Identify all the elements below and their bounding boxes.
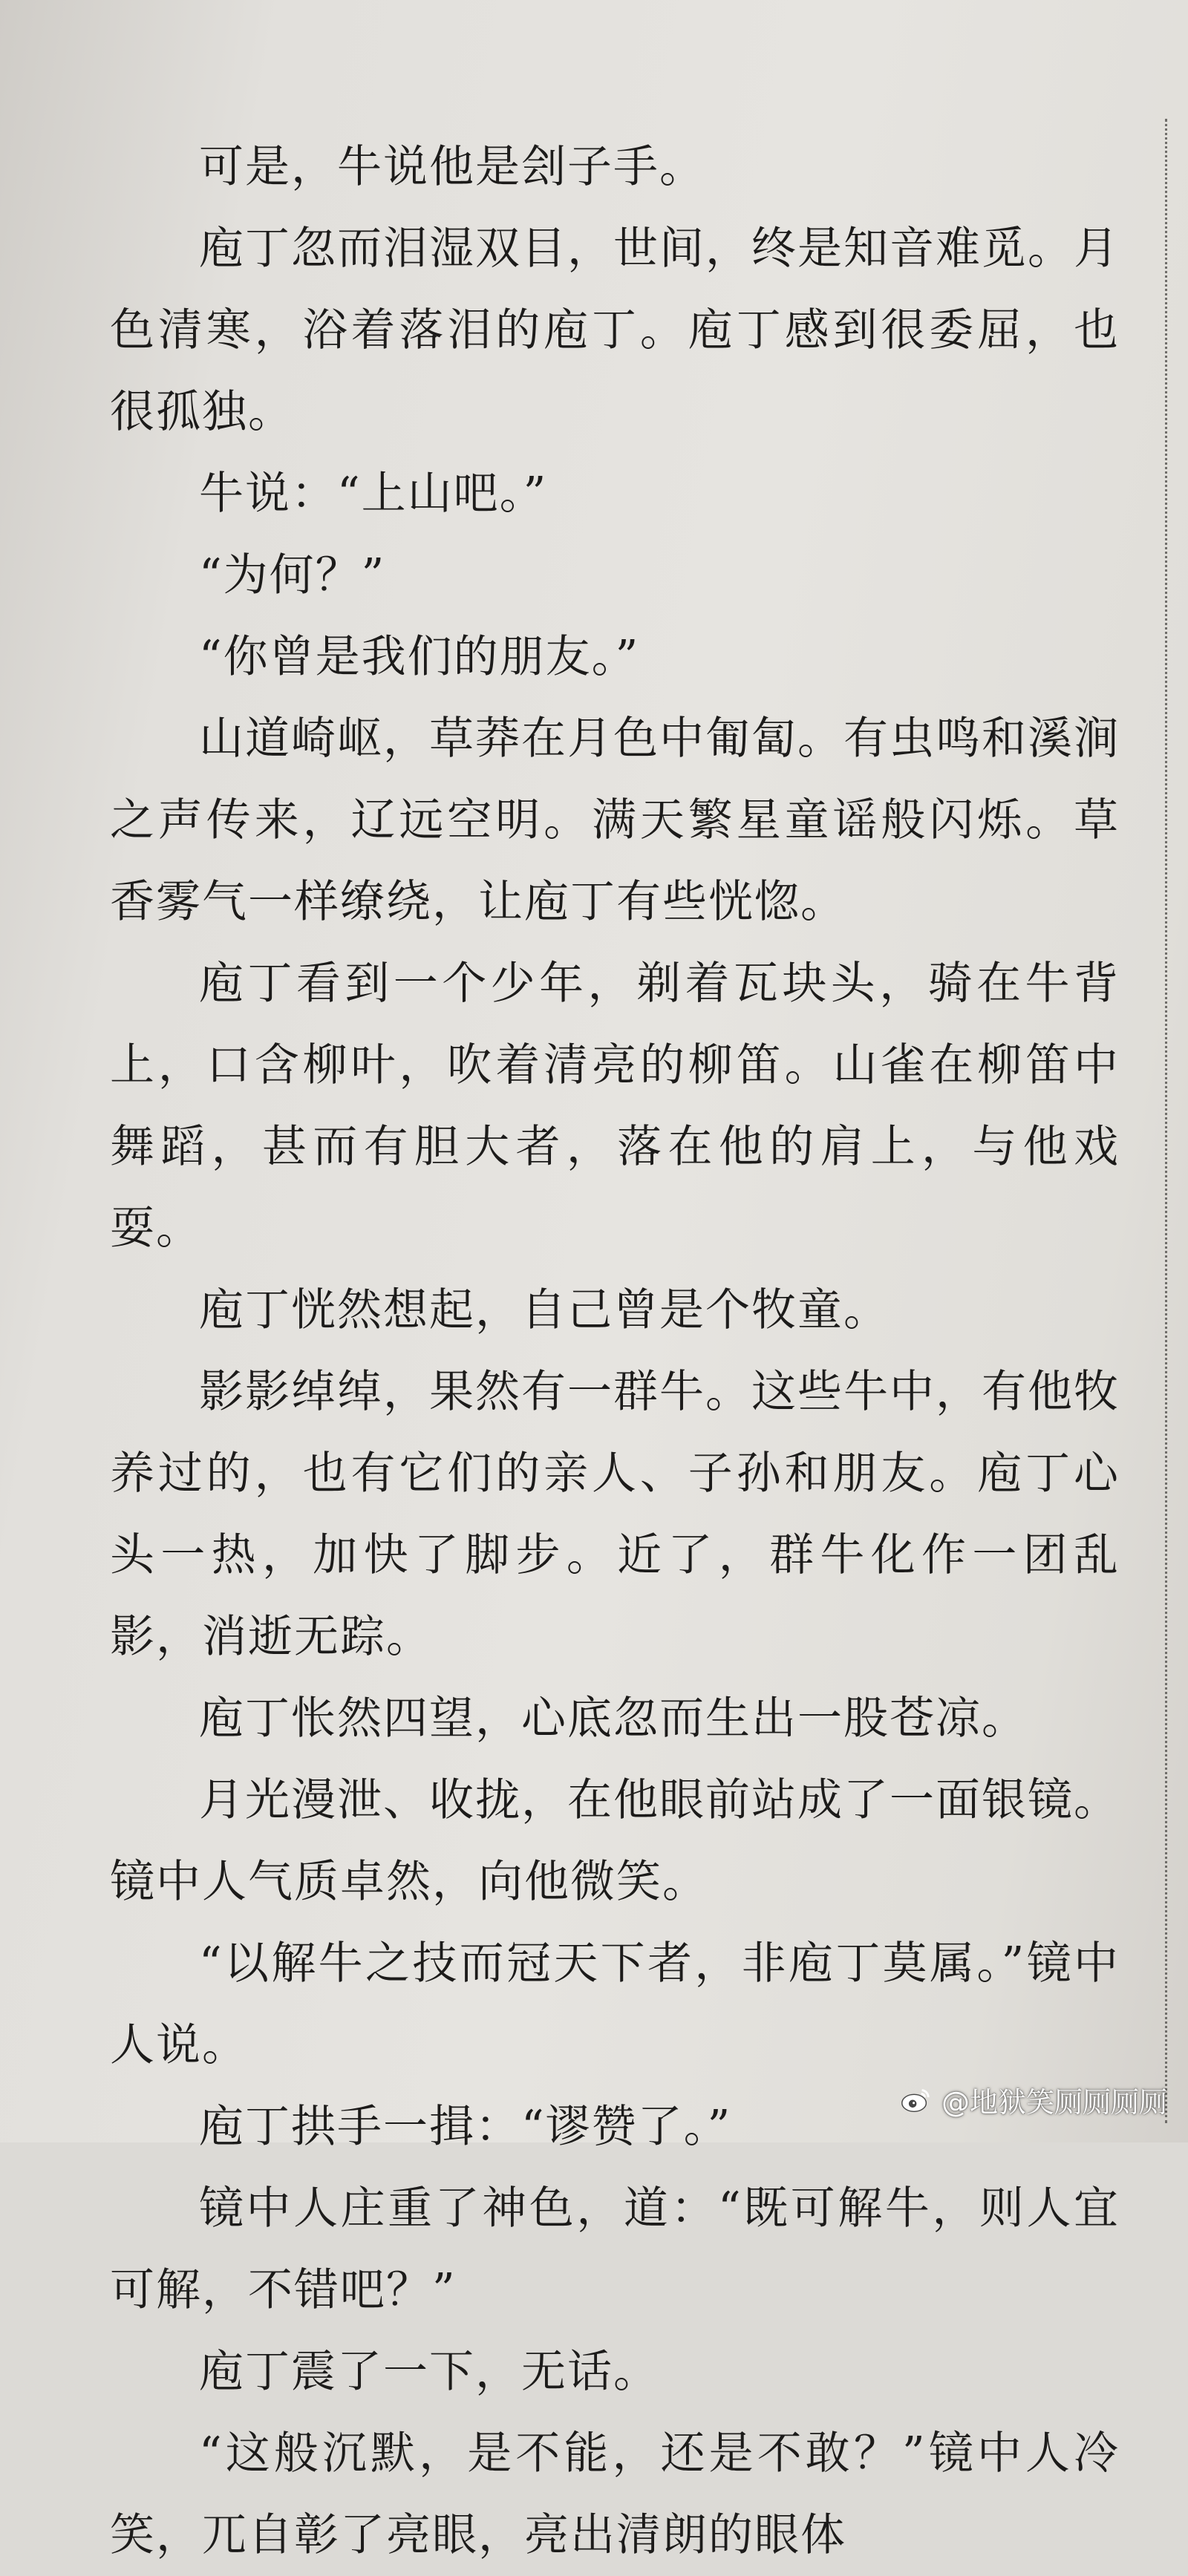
paragraph: 庖丁恍然想起，自己曾是个牧童。 bbox=[199, 1284, 890, 1336]
paragraph: 庖丁拱手一揖：“谬赞了。” bbox=[199, 2101, 732, 2153]
paragraph: 影影绰绰，果然有一群牛。这些牛中，有他牧养过的，也有它们的亲人、子孙和朋友。庖丁心头一热，加快了脚步。近了，群牛化作一团乱影，消逝无踪。 bbox=[110, 1366, 1120, 1663]
watermark bbox=[898, 2079, 1167, 2120]
paragraph: 镜中人庄重了神色，道：“既可解牛，则人宜可解，不错吧？” bbox=[110, 2183, 1120, 2316]
paragraph: “以解牛之技而冠天下者，非庖丁莫属。”镜中人说。 bbox=[110, 1938, 1120, 2071]
paragraph: 庖丁怅然四望，心底忽而生出一股苍凉。 bbox=[199, 1693, 1028, 1745]
body-text bbox=[110, 126, 1120, 2576]
paragraph: 可是，牛说他是刽子手。 bbox=[199, 141, 705, 193]
weibo-icon bbox=[898, 2083, 933, 2117]
watermark-text: @地狱笑厕厕厕厕 bbox=[941, 2086, 1167, 2119]
paragraph: “你曾是我们的朋友。” bbox=[199, 631, 640, 683]
paragraph: 庖丁看到一个少年，剃着瓦块头，骑在牛背上，口含柳叶，吹着清亮的柳笛。山雀在柳笛中舞蹈，甚而有胆大者，落在他的肩上，与他戏耍。 bbox=[110, 958, 1120, 1255]
paragraph: “这般沉默，是不能，还是不敢？”镜中人冷笑，兀自彰了亮眼，亮出清朗的眼体 bbox=[110, 2428, 1120, 2561]
paragraph: 庖丁震了一下，无话。 bbox=[199, 2346, 659, 2398]
paragraph: “为何？” bbox=[199, 549, 386, 601]
paragraph: 庖丁忽而泪湿双目，世间，终是知音难觅。月色清寒，浴着落泪的庖丁。庖丁感到很委屈，也很孤独。 bbox=[110, 223, 1120, 438]
margin-dotted-rule bbox=[1165, 119, 1167, 2123]
paragraph: 月光漫泄、收拢，在他眼前站成了一面银镜。镜中人气质卓然，向他微笑。 bbox=[110, 1774, 1120, 1908]
paragraph: 山道崎岖，草莽在月色中匍匐。有虫鸣和溪涧之声传来，辽远空明。满天繁星童谣般闪烁。草香雾气一样缭绕，让庖丁有些恍惚。 bbox=[110, 713, 1120, 928]
paragraph: 牛说：“上山吧。” bbox=[199, 468, 548, 520]
